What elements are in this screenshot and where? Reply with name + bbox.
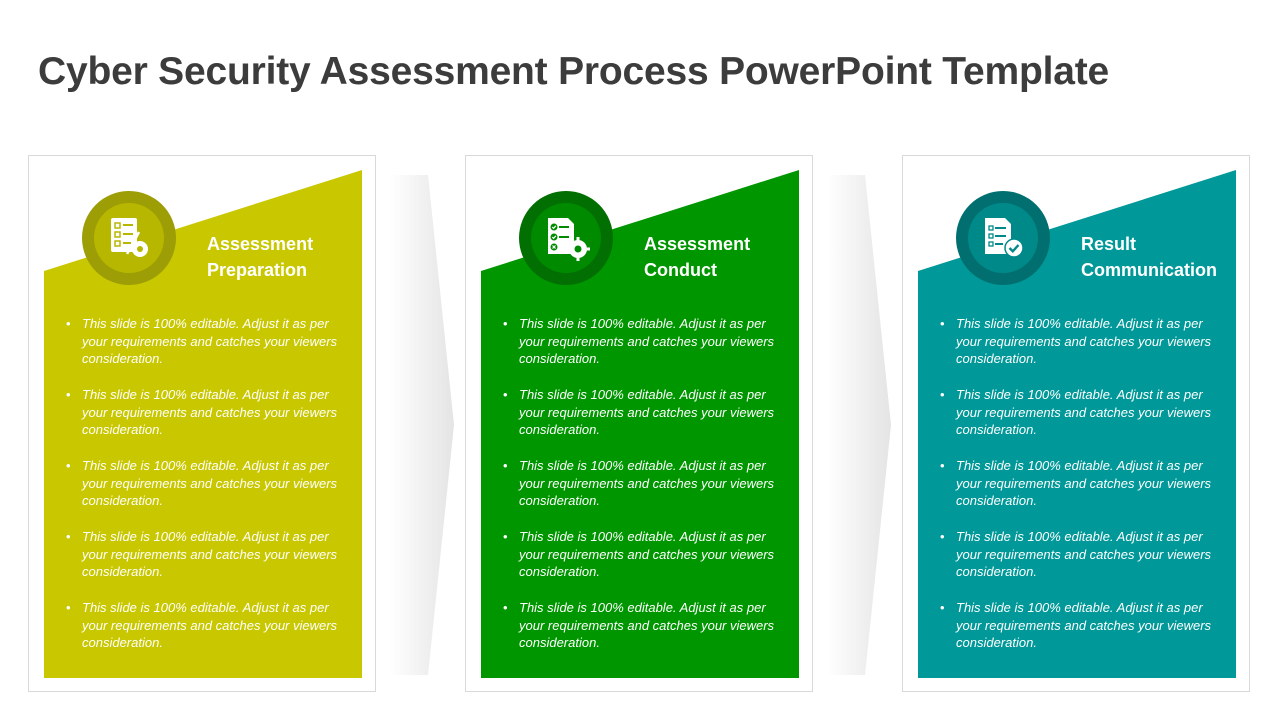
list-item: • This slide is 100% editable. Adjust it as per your requirements and catches your viewers consideration. bbox=[503, 386, 783, 439]
list-item: • This slide is 100% editable. Adjust it as per your requirements and catches your viewers consideration. bbox=[66, 457, 346, 510]
step-heading: Assessment Conduct bbox=[644, 234, 751, 280]
icon-badge bbox=[956, 191, 1050, 285]
card-panel bbox=[481, 170, 799, 678]
list-item: • This slide is 100% editable. Adjust it as per your requirements and catches your viewers consideration. bbox=[66, 528, 346, 581]
card-panel bbox=[44, 170, 362, 678]
icon-badge bbox=[519, 191, 613, 285]
report-check-icon bbox=[979, 214, 1027, 262]
checklist-gear-icon bbox=[105, 214, 153, 262]
step-heading: Assessment Preparation bbox=[207, 234, 314, 280]
list-item: • This slide is 100% editable. Adjust it as per your requirements and catches your viewers consideration. bbox=[940, 386, 1220, 439]
icon-badge bbox=[82, 191, 176, 285]
step-card-assessment-preparation bbox=[28, 155, 376, 692]
list-item: • This slide is 100% editable. Adjust it as per your requirements and catches your viewers consideration. bbox=[940, 457, 1220, 510]
bullet-list bbox=[503, 315, 783, 670]
list-item: • This slide is 100% editable. Adjust it as per your requirements and catches your viewers consideration. bbox=[503, 315, 783, 368]
bullet-list bbox=[66, 315, 346, 670]
list-item: • This slide is 100% editable. Adjust it as per your requirements and catches your viewers consideration. bbox=[940, 599, 1220, 652]
list-item: • This slide is 100% editable. Adjust it as per your requirements and catches your viewers consideration. bbox=[503, 528, 783, 581]
list-item: • This slide is 100% editable. Adjust it as per your requirements and catches your viewers consideration. bbox=[66, 315, 346, 368]
step-card-assessment-conduct bbox=[465, 155, 813, 692]
slide-title: Cyber Security Assessment Process PowerPoint Template bbox=[38, 50, 1109, 93]
bullet-list bbox=[940, 315, 1220, 670]
card-panel bbox=[918, 170, 1236, 678]
list-item: • This slide is 100% editable. Adjust it as per your requirements and catches your viewers consideration. bbox=[66, 599, 346, 652]
list-item: • This slide is 100% editable. Adjust it as per your requirements and catches your viewers consideration. bbox=[503, 457, 783, 510]
process-arrow bbox=[827, 175, 891, 675]
list-item: • This slide is 100% editable. Adjust it as per your requirements and catches your viewers consideration. bbox=[940, 528, 1220, 581]
process-arrow bbox=[390, 175, 454, 675]
document-gear-icon bbox=[542, 214, 590, 262]
list-item: • This slide is 100% editable. Adjust it as per your requirements and catches your viewers consideration. bbox=[940, 315, 1220, 368]
step-heading: Result Communication bbox=[1081, 234, 1218, 280]
list-item: • This slide is 100% editable. Adjust it as per your requirements and catches your viewers consideration. bbox=[503, 599, 783, 652]
list-item: • This slide is 100% editable. Adjust it as per your requirements and catches your viewers consideration. bbox=[66, 386, 346, 439]
step-card-result-communication bbox=[902, 155, 1250, 692]
